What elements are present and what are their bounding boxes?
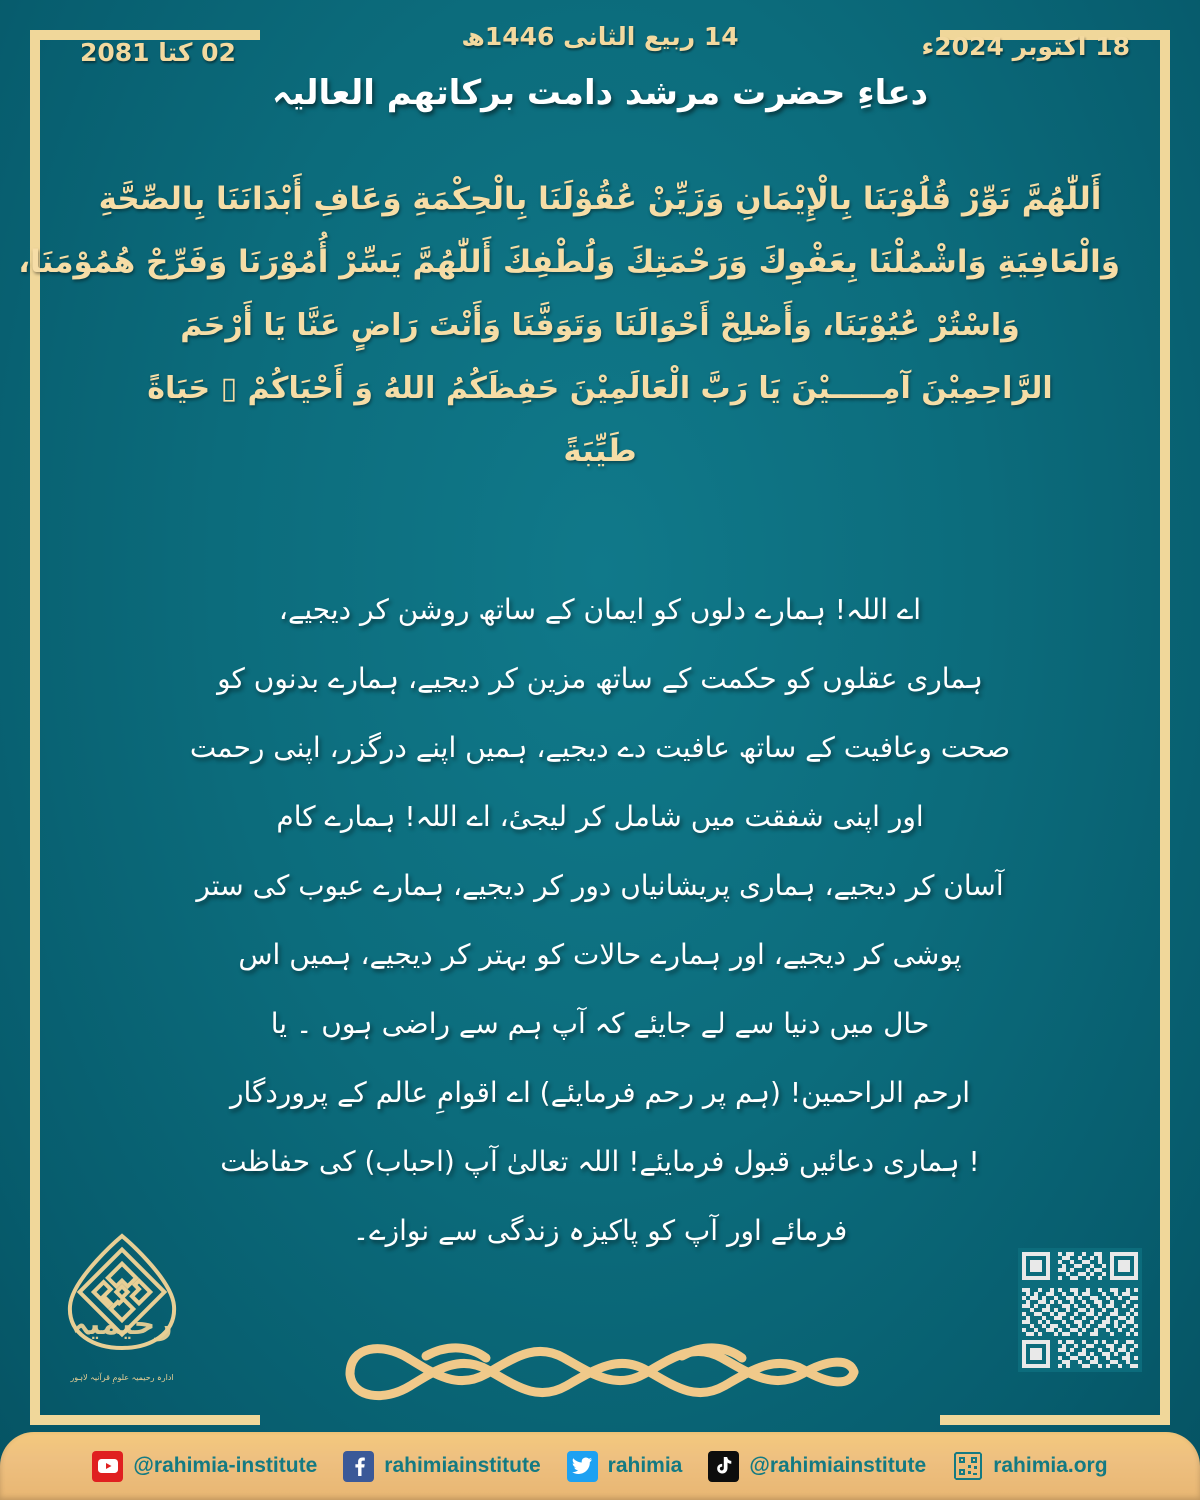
arabic-dua-block <box>18 168 1120 483</box>
tiktok-icon <box>708 1451 739 1482</box>
youtube-icon <box>92 1451 123 1482</box>
urdu-line: ہماری عقلوں کو حکمت کے ساتھ مزین کر دیجیے، ہمارے بدنوں کو <box>217 662 983 695</box>
urdu-line: حال میں دنیا سے لے جایئے کہ آپ ہم سے راضی ہوں ۔ یا <box>270 1007 930 1040</box>
social-link-twitter[interactable] <box>567 1451 683 1482</box>
urdu-line: فرمائے اور آپ کو پاکیزہ زندگی سے نوازے۔ <box>352 1214 848 1247</box>
urdu-line: پوشی کر دیجیے، اور ہمارے حالات کو بہتر کر دیجیے، ہمیں اس <box>238 938 962 971</box>
urdu-line: اور اپنی شفقت میں شامل کر لیجیٔ، اے اللہ! ہمارے کام <box>276 800 924 833</box>
urdu-translation-block <box>150 575 1050 1265</box>
issue-number: 02 کتا 2081 <box>80 38 236 67</box>
twitter-icon <box>567 1451 598 1482</box>
arabic-dua-line: طَيِّبَةً <box>563 433 637 469</box>
urdu-line: ارحم الراحمین! (ہم پر رحم فرمایئے) اے اقوامِ عالم کے پروردگار <box>229 1076 971 1109</box>
social-link-tiktok[interactable] <box>708 1451 926 1482</box>
arabic-dua-line: وَاسْتُرْ عُيُوْبَنَا، وَأَصْلِحْ أَحْوَالَنَا وَتَوَفَّنَا وَأَنْتَ رَاضٍ عَنَّا يَا أَرْحَمَ <box>180 308 1020 343</box>
gregorian-date: 18 اکتوبر 2024ء <box>921 32 1130 61</box>
social-link-youtube[interactable] <box>92 1451 317 1482</box>
arabic-dua-line: وَالْعَافِيَةِ وَاشْمُلْنَا بِعَفْوِكَ وَرَحْمَتِكَ وَلُطْفِكَ أَللّٰهُمَّ يَسِّرْ أُمُوْرَنَا وَفَرِّجْ هُمُوْمَنَا، <box>18 244 1120 280</box>
rahimia-logo <box>52 1230 192 1380</box>
facebook-handle: rahimiainstitute <box>384 1454 541 1477</box>
social-link-website[interactable] <box>952 1451 1107 1482</box>
website-handle: rahimia.org <box>993 1454 1108 1477</box>
logo-caption: ادارہ رحیمیہ علومِ قرآنیہ لاہور <box>70 1373 174 1382</box>
urdu-line: صحت وعافیت کے ساتھ عافیت دے دیجیے، ہمیں اپنے درگزر، اپنی رحمت <box>189 731 1011 764</box>
facebook-icon <box>343 1451 374 1482</box>
arabic-dua-line: الرَّاحِمِيْنَ آمِـــــيْنَ يَا رَبَّ الْعَالَمِيْنَ حَفِظَكُمُ اللهُ وَ أَحْيَاكُمْ ▯ حَيَاةً <box>147 371 1053 406</box>
frame-bottom-right-bar <box>940 1415 1170 1425</box>
frame-bottom-left-bar <box>30 1415 260 1425</box>
tiktok-handle: @rahimiainstitute <box>749 1454 927 1477</box>
hijri-date: 14 ربیع الثانی 1446ھ <box>461 22 739 51</box>
urdu-line: اے اللہ! ہمارے دلوں کو ایمان کے ساتھ روشن کر دیجیے، <box>278 593 922 626</box>
social-link-facebook[interactable] <box>343 1451 540 1482</box>
svg-text:رحیمیہ: رحیمیہ <box>71 1307 173 1342</box>
frame-right-border <box>1160 30 1170 1425</box>
ribbon-ornament <box>330 1312 870 1412</box>
youtube-handle: @rahimia-institute <box>133 1454 318 1477</box>
urdu-line: ! ہماری دعائیں قبول فرمایئے! اللہ تعالیٰ آپ (احباب) کی حفاظت <box>220 1145 980 1178</box>
website-qr-icon <box>952 1451 983 1482</box>
qr-code[interactable] <box>1018 1248 1142 1372</box>
twitter-handle: rahimia <box>607 1454 683 1477</box>
footer-social-bar <box>0 1432 1200 1500</box>
page-title: دعاءِ حضرت مرشد دامت برکاتھم العالیہ <box>271 73 929 113</box>
arabic-dua-line: أَللّٰهُمَّ نَوِّرْ قُلُوْبَنَا بِالْإِيْمَانِ وَزَيِّنْ عُقُوْلَنَا بِالْحِكْمَةِ وَعَافِ أَبْدَانَنَا بِالصِّحَّةِ <box>98 181 1102 217</box>
urdu-line: آسان کر دیجیے، ہماری پریشانیاں دور کر دیجیے، ہمارے عیوب کی ستر <box>196 869 1004 902</box>
rahimia-dome-icon <box>52 1230 192 1360</box>
